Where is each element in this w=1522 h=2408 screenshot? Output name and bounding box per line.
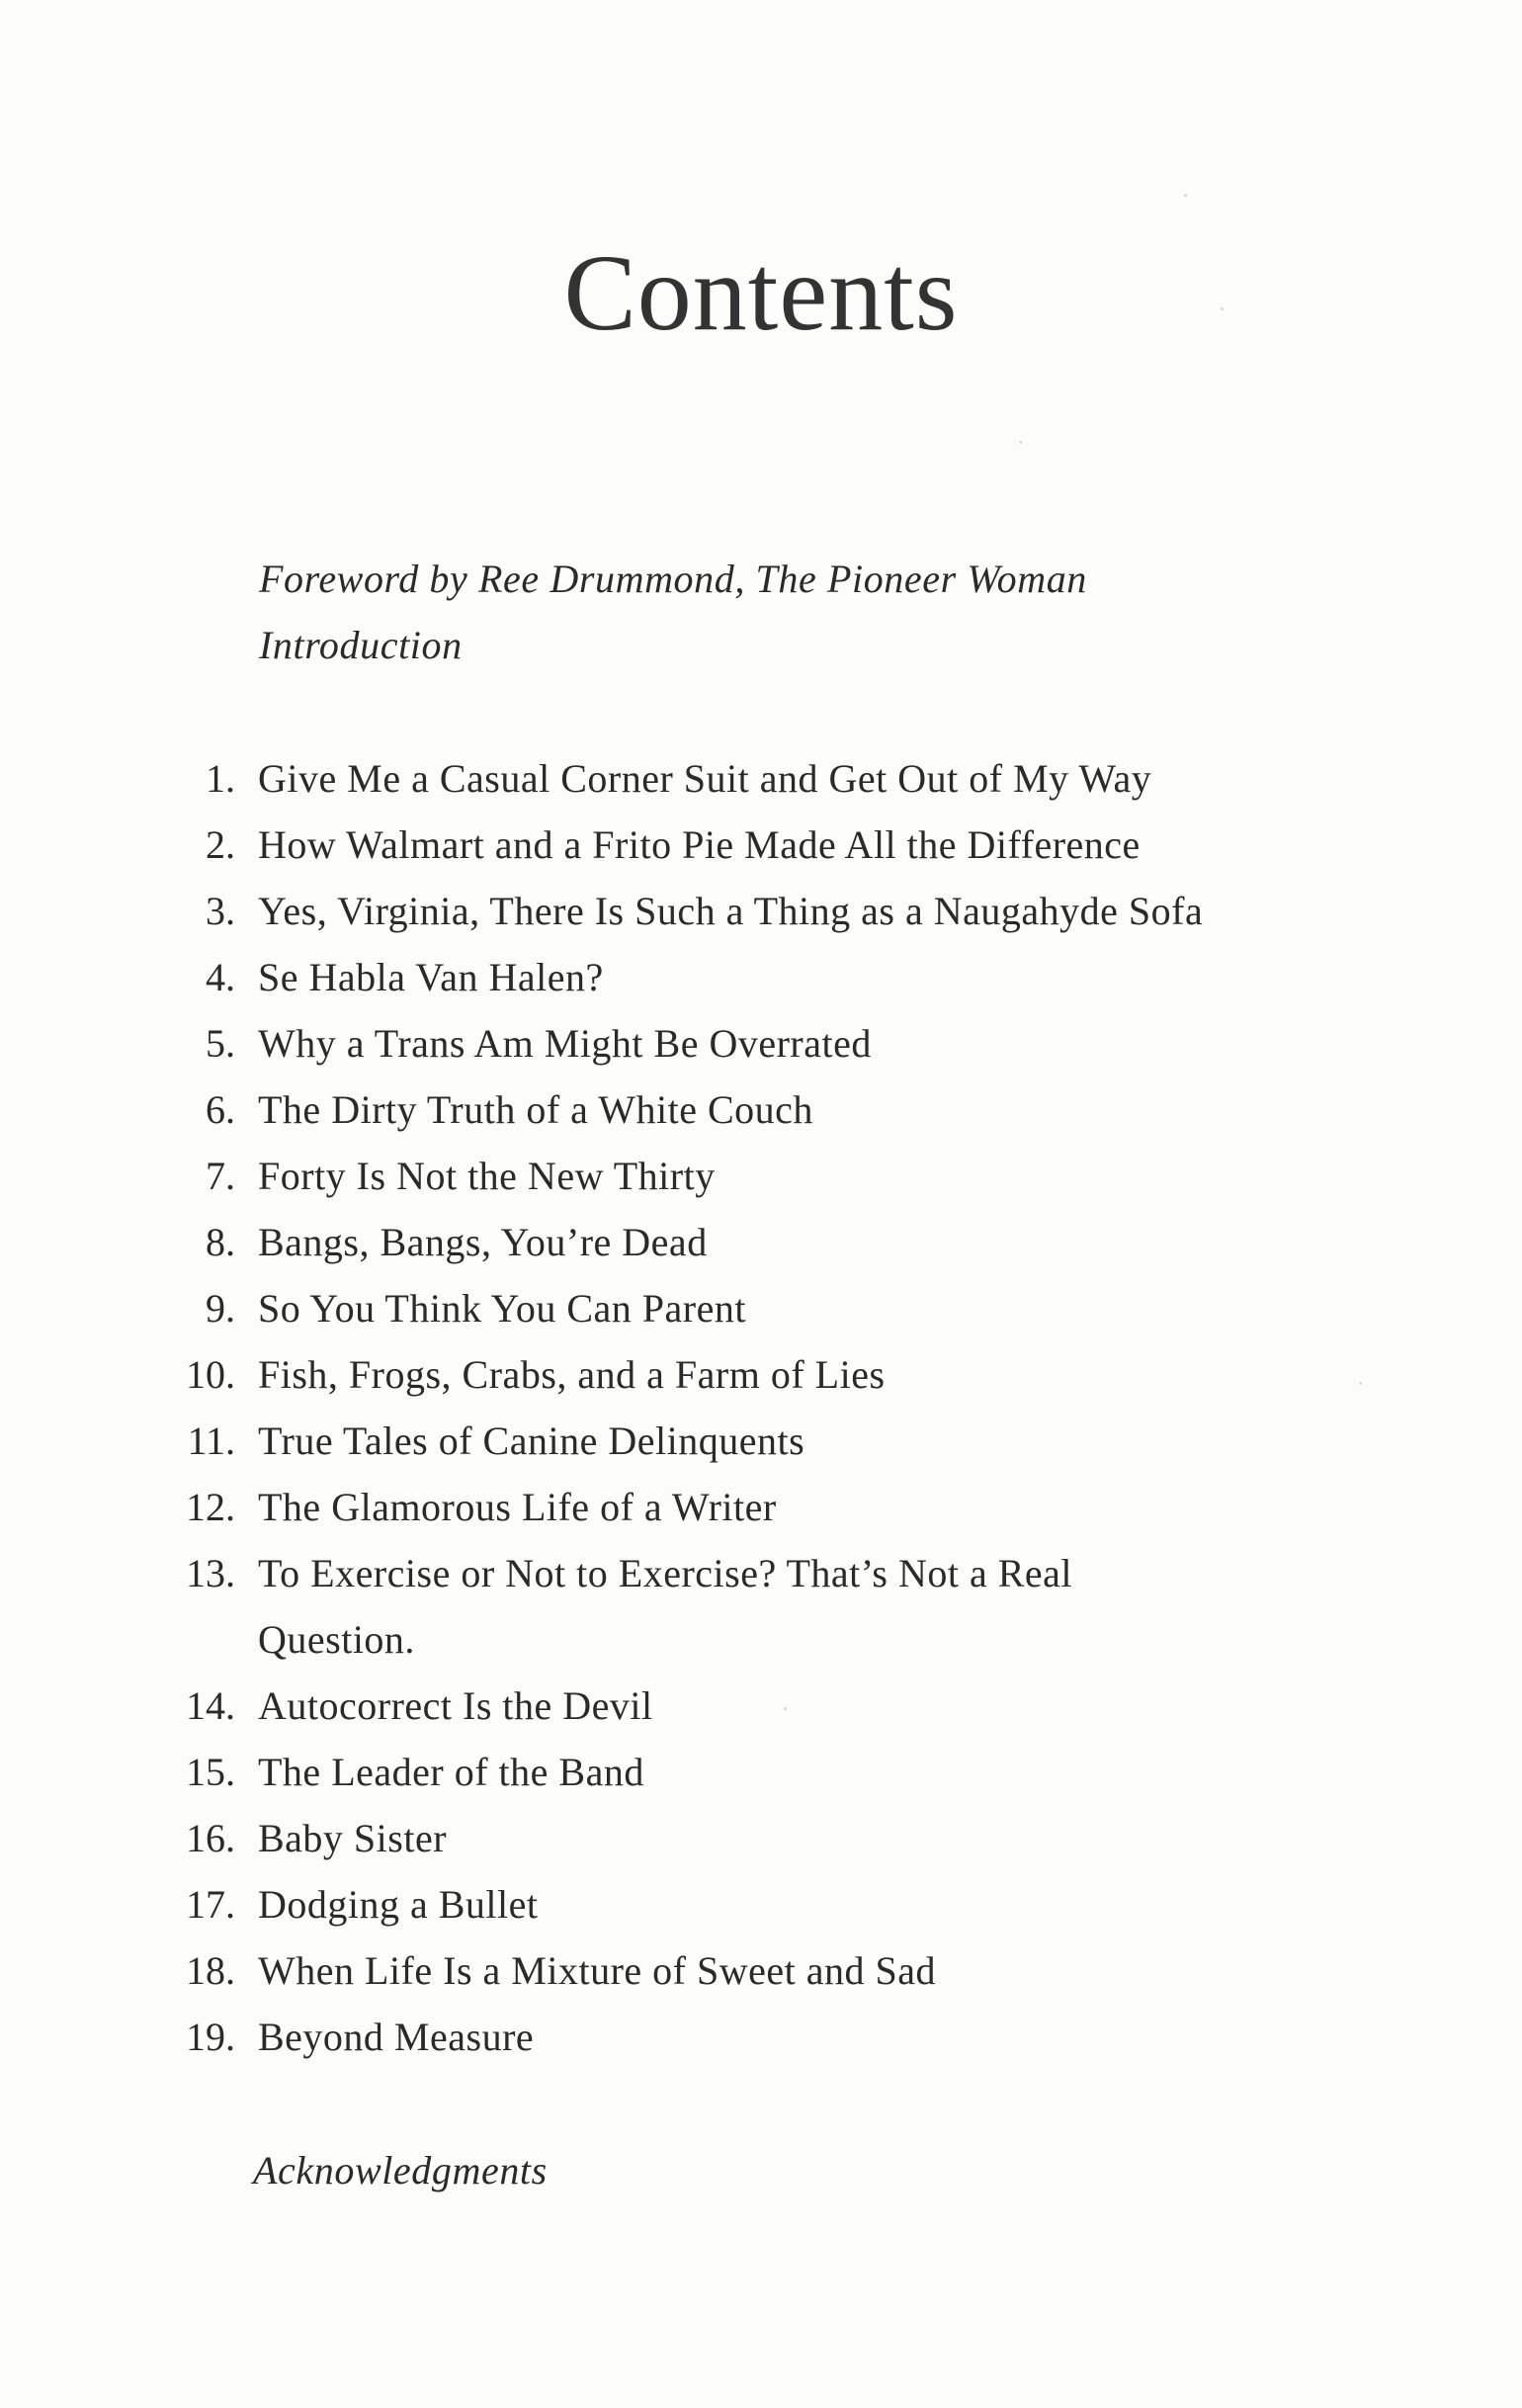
chapter-number: 5. [206, 1021, 235, 1066]
chapter-title[interactable]: Baby Sister [258, 1816, 448, 1860]
front-matter [259, 546, 1087, 678]
chapter-number: 6. [206, 1087, 235, 1132]
scan-speck [1184, 194, 1187, 197]
chapter-title[interactable]: True Tales of Canine Delinquents [258, 1419, 805, 1463]
toc-entry-chapter[interactable] [0, 1540, 1522, 1673]
chapter-number: 2. [206, 822, 235, 867]
chapter-number: 16. [186, 1816, 235, 1860]
toc-entry-chapter[interactable] [0, 1275, 1522, 1341]
toc-entry-chapter[interactable] [0, 2004, 1522, 2070]
toc-entry-chapter[interactable] [0, 1474, 1522, 1540]
toc-entry-chapter[interactable] [0, 1739, 1522, 1805]
toc-entry-acknowledgments[interactable]: Acknowledgments [253, 2148, 548, 2193]
chapter-number: 8. [206, 1220, 235, 1264]
chapter-number: 12. [186, 1485, 235, 1529]
chapter-number: 13. [186, 1551, 235, 1595]
chapter-title[interactable]: The Glamorous Life of a Writer [258, 1485, 777, 1529]
chapter-title[interactable]: Forty Is Not the New Thirty [258, 1154, 716, 1198]
chapter-number: 7. [206, 1154, 235, 1198]
chapter-number: 4. [206, 955, 235, 999]
chapter-title[interactable]: Se Habla Van Halen? [258, 955, 604, 999]
toc-entry-chapter[interactable] [0, 1871, 1522, 1937]
toc-entry-chapter[interactable] [0, 745, 1522, 812]
scan-speck [784, 1707, 787, 1710]
chapter-number: 11. [187, 1419, 235, 1463]
toc-entry-chapter[interactable] [0, 1076, 1522, 1143]
chapter-title[interactable]: Fish, Frogs, Crabs, and a Farm of Lies [258, 1352, 886, 1397]
toc-entry-chapter[interactable] [0, 812, 1522, 878]
scan-speck [1019, 441, 1022, 444]
toc-entry-chapter[interactable] [0, 944, 1522, 1010]
toc-entry-chapter[interactable] [0, 1805, 1522, 1871]
chapter-number: 14. [186, 1683, 235, 1728]
chapter-number: 19. [186, 2015, 235, 2059]
toc-entry-chapter[interactable] [0, 1673, 1522, 1739]
chapter-title[interactable]: When Life Is a Mixture of Sweet and Sad [258, 1948, 936, 1993]
chapter-title[interactable]: Give Me a Casual Corner Suit and Get Out of My Way [258, 756, 1152, 801]
chapter-title[interactable]: Bangs, Bangs, You’re Dead [258, 1220, 708, 1264]
chapter-number: 10. [186, 1352, 235, 1397]
chapter-title[interactable]: Autocorrect Is the Devil [258, 1683, 653, 1728]
page-title: Contents [563, 232, 959, 353]
toc-entry-chapter[interactable] [0, 1143, 1522, 1209]
toc-entry-chapter[interactable] [0, 1937, 1522, 2004]
scan-speck [1359, 1382, 1362, 1385]
toc-entry-foreword[interactable]: Foreword by Ree Drummond, The Pioneer Woman [259, 557, 1087, 601]
chapter-title[interactable]: How Walmart and a Frito Pie Made All the Difference [258, 822, 1141, 867]
toc-entry-chapter[interactable] [0, 1010, 1522, 1076]
chapter-title[interactable]: Why a Trans Am Might Be Overrated [258, 1021, 872, 1066]
toc-entry-chapter[interactable] [0, 878, 1522, 944]
chapter-title[interactable]: So You Think You Can Parent [258, 1286, 746, 1331]
chapter-number: 9. [206, 1286, 235, 1331]
toc-entry-chapter[interactable] [0, 1408, 1522, 1474]
chapter-number: 3. [206, 889, 235, 933]
toc-entry-chapter[interactable] [0, 1209, 1522, 1275]
scan-speck [1221, 307, 1224, 310]
chapter-title[interactable]: To Exercise or Not to Exercise? That’s Not a Real Question. [258, 1551, 1073, 1662]
toc-entry-chapter[interactable] [0, 1341, 1522, 1408]
toc-entry-introduction[interactable]: Introduction [259, 623, 463, 667]
chapter-number: 17. [186, 1882, 235, 1927]
chapter-title[interactable]: The Dirty Truth of a White Couch [258, 1087, 813, 1132]
chapter-title[interactable]: Dodging a Bullet [258, 1882, 539, 1927]
chapter-title[interactable]: The Leader of the Band [258, 1750, 644, 1794]
chapter-list [0, 745, 1522, 2070]
chapter-title[interactable]: Beyond Measure [258, 2015, 535, 2059]
chapter-title[interactable]: Yes, Virginia, There Is Such a Thing as a Naugahyde Sofa [258, 889, 1204, 933]
chapter-number: 15. [186, 1750, 235, 1794]
chapter-number: 18. [186, 1948, 235, 1993]
chapter-number: 1. [206, 756, 235, 801]
